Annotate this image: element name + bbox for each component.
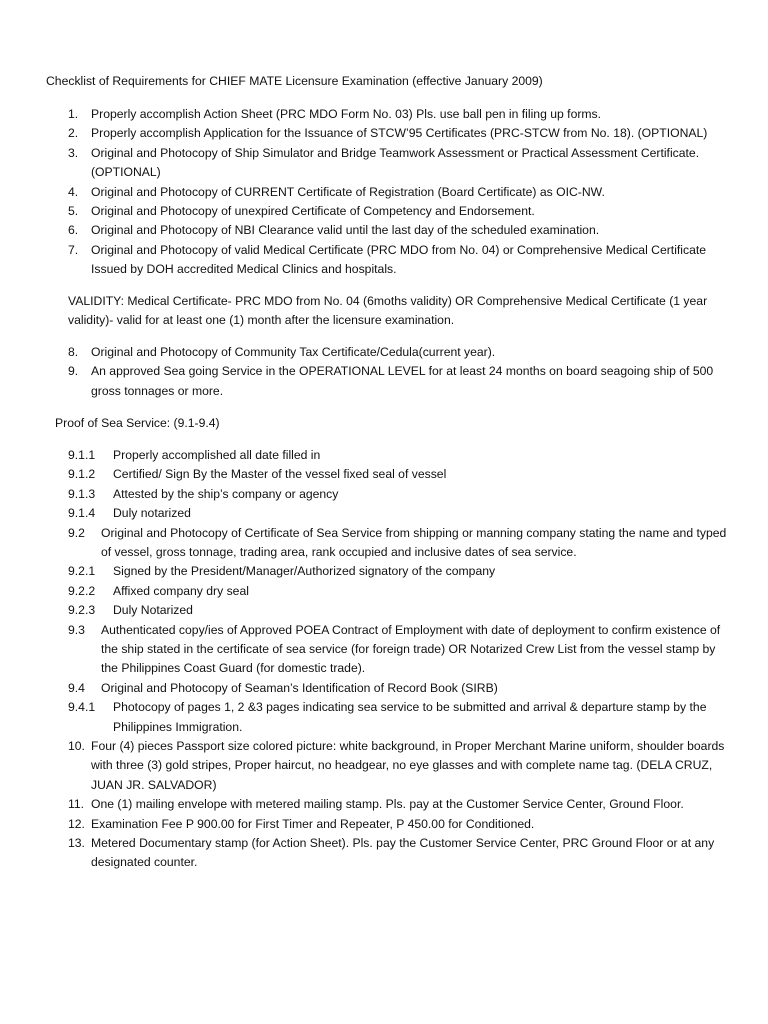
list-item (68, 834, 733, 873)
list-item (68, 485, 733, 504)
item-text: Properly accomplish Application for the Issuance of STCW’95 Certificates (PRC-STCW from No. 18). (OPTIONAL) (91, 126, 708, 141)
item-number: 12. (68, 816, 85, 831)
list-item (68, 524, 733, 563)
item-number: 9.3 (68, 622, 85, 637)
item-text: Affixed company dry seal (113, 583, 249, 598)
item-text: Metered Documentary stamp (for Action Sheet). Pls. pay the Customer Service Center, PRC Ground Floor or at any designated counter. (91, 836, 715, 870)
list-item (68, 795, 733, 814)
item-number: 1. (68, 107, 79, 121)
item-number: 2. (68, 126, 79, 141)
item-text: Examination Fee P 900.00 for First Timer and Repeater, P 450.00 for Conditioned. (91, 816, 535, 831)
item-number: 9.2.2 (68, 583, 96, 598)
sea-service-list (68, 446, 733, 737)
item-number: 9.2.1 (68, 564, 96, 579)
item-number: 9.4.1 (68, 700, 96, 715)
item-text: Original and Photocopy of NBI Clearance valid until the last day of the scheduled examination. (91, 223, 600, 238)
item-text: Signed by the President/Manager/Authorized signatory of the company (113, 564, 496, 579)
item-number: 8. (68, 345, 79, 359)
item-text: Duly notarized (113, 506, 191, 521)
item-number: 9.1.3 (68, 486, 96, 501)
validity-note: VALIDITY: Medical Certificate- PRC MDO from No. 04 (6moths validity) OR Comprehensive Medical Certificate (1 year validity)- valid for at least one (1) month after the licensure examination. (68, 294, 708, 328)
requirements-list-2 (68, 343, 733, 401)
list-item (68, 221, 733, 240)
requirements-list-3 (68, 737, 733, 873)
item-text: Properly accomplished all date filled in (113, 448, 321, 462)
item-number: 9.2.3 (68, 603, 96, 618)
item-text: Attested by the ship’s company or agency (113, 486, 339, 501)
item-text: Original and Photocopy of Certificate of Sea Service from shipping or manning company stating the name and typed of vessel, gross tonnage, trading area, rank occupied and inclusive dates of sea service. (101, 525, 727, 560)
list-item (68, 698, 733, 737)
list-item (68, 343, 733, 362)
item-number: 13. (68, 836, 85, 851)
list-item (68, 241, 733, 280)
item-text: Photocopy of pages 1, 2 &3 pages indicating sea service to be submitted and arrival & departure stamp by the Philippines Immigration. (113, 700, 707, 734)
list-item (68, 601, 733, 620)
list-item (68, 737, 733, 795)
item-number: 9.1.1 (68, 448, 96, 462)
item-number: 9.4 (68, 680, 85, 695)
item-text: An approved Sea going Service in the OPERATIONAL LEVEL for at least 24 months on board seagoing ship of 500 gross tonnages or more. (91, 364, 714, 398)
item-number: 5. (68, 204, 79, 219)
list-item (68, 465, 733, 484)
item-text: Authenticated copy/ies of Approved POEA Contract of Employment with date of deployment to confirm existence of the ship stated in the certificate of sea service (for foreign trade) OR Notarized Crew List from the vessel stamp by the Philippines Coast Guard (for domestic trade). (101, 622, 721, 676)
item-number: 3. (68, 145, 79, 160)
item-text: Original and Photocopy of valid Medical Certificate (PRC MDO from No. 04) or Comprehensive Medical Certificate Issued by DOH accredited Medical Clinics and hospitals. (91, 242, 707, 277)
list-item (68, 562, 733, 581)
list-item (68, 183, 733, 202)
item-text: Original and Photocopy of Seaman’s Identification of Record Book (SIRB) (101, 680, 498, 695)
item-text: Duly Notarized (113, 603, 193, 618)
document-title: Checklist of Requirements for CHIEF MATE Licensure Examination (effective January 2009) (46, 74, 543, 88)
list-item (68, 621, 733, 679)
list-item (68, 124, 733, 143)
list-item (68, 679, 733, 698)
item-number: 11. (68, 797, 85, 812)
item-number: 9.2 (68, 525, 85, 540)
item-number: 9.1.2 (68, 467, 96, 482)
requirements-list-1 (68, 105, 733, 280)
item-text: Original and Photocopy of Community Tax Certificate/Cedula(current year). (91, 345, 496, 359)
list-item (68, 815, 733, 834)
list-item (68, 144, 733, 183)
item-text: Four (4) pieces Passport size colored picture: white background, in Proper Merchant Marine uniform, shoulder boards with three (3) gold stripes, Proper haircut, no headgear, no eye glasses and with complete name tag. (DELA CRUZ, JUAN JR. SALVADOR) (91, 739, 725, 792)
item-text: Original and Photocopy of Ship Simulator and Bridge Teamwork Assessment or Practical Assessment Certificate.(OPTIONAL) (91, 145, 700, 180)
item-text: One (1) mailing envelope with metered mailing stamp. Pls. pay at the Customer Service Center, Ground Floor. (91, 797, 684, 812)
item-number: 6. (68, 223, 79, 238)
item-text: Original and Photocopy of CURRENT Certificate of Registration (Board Certificate) as OIC-NW. (91, 184, 605, 199)
item-text: Certified/ Sign By the Master of the vessel fixed seal of vessel (113, 467, 447, 482)
item-number: 9. (68, 364, 79, 379)
item-number: 9.1.4 (68, 506, 96, 521)
list-item (68, 446, 733, 465)
item-number: 4. (68, 184, 79, 199)
item-text: Original and Photocopy of unexpired Certificate of Competency and Endorsement. (91, 204, 535, 219)
proof-of-sea-service-heading: Proof of Sea Service: (9.1-9.4) (55, 416, 220, 430)
item-number: 10. (68, 739, 85, 753)
list-item (68, 362, 733, 401)
item-text: Properly accomplish Action Sheet (PRC MDO Form No. 03) Pls. use ball pen in filing up forms. (91, 107, 602, 121)
list-item (68, 504, 733, 523)
list-item (68, 582, 733, 601)
item-number: 7. (68, 242, 79, 257)
list-item (68, 202, 733, 221)
list-item (68, 105, 733, 124)
